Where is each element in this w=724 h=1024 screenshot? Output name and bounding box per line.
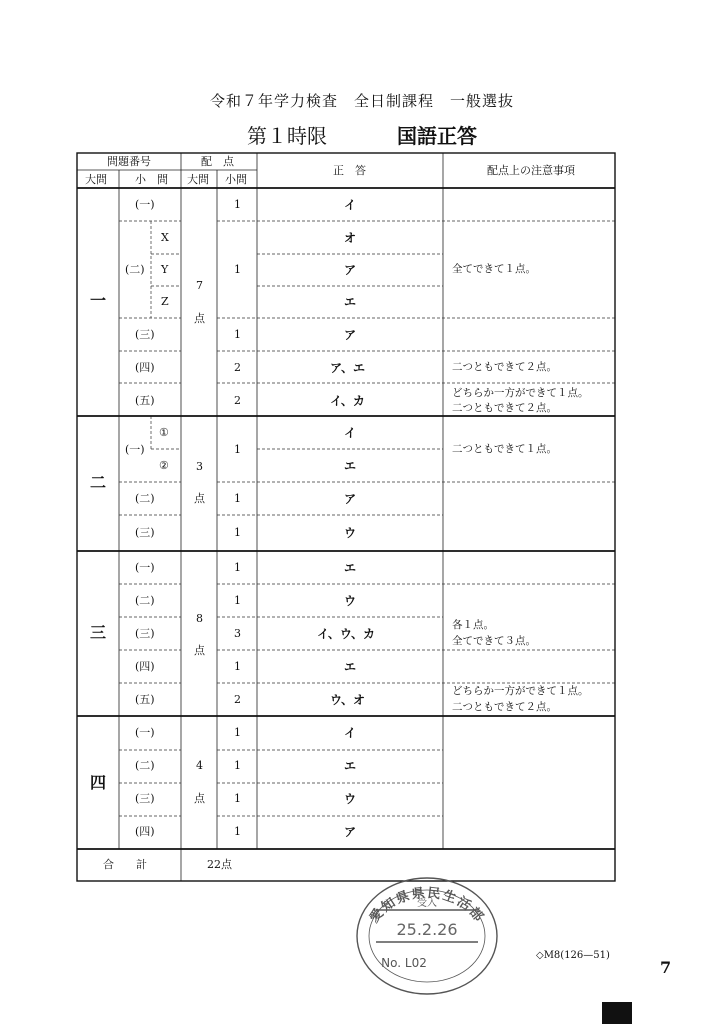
header-mondai: 問題番号 <box>107 155 151 168</box>
section-points: 4 <box>196 759 203 772</box>
section-points: 3 <box>196 460 203 473</box>
section-label: 三 <box>90 623 107 642</box>
answer: ウ、オ <box>330 693 366 707</box>
answer: イ、カ <box>330 394 365 408</box>
page-number: 7 <box>660 958 672 977</box>
answer: ア、エ <box>330 361 366 375</box>
question-points: 2 <box>234 693 241 706</box>
sub-question: Z <box>161 295 169 308</box>
total-value: 22点 <box>207 858 232 871</box>
answer: エ <box>344 660 357 674</box>
question-points: 2 <box>234 361 241 374</box>
question-number: (五) <box>135 693 155 706</box>
question-points: 1 <box>234 594 241 607</box>
header-seito: 正 答 <box>333 164 366 177</box>
question-points: 1 <box>234 443 241 456</box>
answer: ウ <box>344 526 357 540</box>
question-points: 1 <box>234 526 241 539</box>
answer: エ <box>344 759 357 773</box>
sub-question: ② <box>159 459 169 472</box>
answer: イ、ウ、カ <box>317 627 375 641</box>
registration-mark <box>602 1002 632 1024</box>
answer: ウ <box>344 594 357 608</box>
question-points: 1 <box>234 263 241 276</box>
stamp-org: 愛知県県民生活部 <box>366 885 488 927</box>
note: どちらか一方ができて１点。 <box>452 685 589 697</box>
question-points: 1 <box>234 825 241 838</box>
question-number: (二) <box>125 263 145 276</box>
sub-question: ① <box>159 426 169 439</box>
question-points: 1 <box>234 726 241 739</box>
section-point-unit: 点 <box>194 644 205 657</box>
answer-table <box>77 153 615 881</box>
answer: ア <box>344 263 357 277</box>
note: 全てできて１点。 <box>452 263 536 275</box>
question-number: (一) <box>135 198 155 211</box>
question-number: (一) <box>135 726 155 739</box>
note: 全てできて３点。 <box>452 635 536 647</box>
period-label: 第１時限 <box>247 124 327 148</box>
note: 二つともできて２点。 <box>452 402 557 414</box>
subject-title <box>0 120 724 149</box>
received-stamp <box>352 874 502 984</box>
question-number: (四) <box>135 660 155 673</box>
question-number: (一) <box>135 561 155 574</box>
total-label: 合 計 <box>103 858 147 871</box>
question-points: 1 <box>234 792 241 805</box>
exam-title: 令和７年学力検査 全日制課程 一般選抜 <box>209 92 514 110</box>
question-points: 3 <box>234 627 241 640</box>
stamp-date: 25.2.26 <box>396 920 458 939</box>
answer: エ <box>344 295 357 309</box>
question-number: (二) <box>135 594 155 607</box>
header-shomon2: 小問 <box>225 173 247 186</box>
header-shomon: 小 問 <box>135 173 168 186</box>
question-number: (三) <box>135 526 155 539</box>
header-haiten: 配 点 <box>201 155 234 168</box>
answer: イ <box>344 726 357 740</box>
subject-label: 国語正答 <box>397 124 477 148</box>
note: 二つともできて２点。 <box>452 701 557 713</box>
sub-question: Y <box>161 263 169 276</box>
stamp-received: 受入 <box>417 898 437 909</box>
note: 二つともできて２点。 <box>452 361 557 373</box>
answer: ア <box>344 492 357 506</box>
header-daimon: 大問 <box>85 173 107 186</box>
section-points: 7 <box>196 279 203 292</box>
answer: エ <box>344 459 357 473</box>
question-number: (二) <box>135 759 155 772</box>
section-label: 二 <box>90 473 107 492</box>
section-label: 一 <box>90 291 107 310</box>
question-number: (三) <box>135 627 155 640</box>
section-points: 8 <box>196 612 203 625</box>
answer: オ <box>344 231 357 245</box>
question-number: (一) <box>125 443 145 456</box>
stamp-no: No. L02 <box>381 956 427 970</box>
document-code: ◇M8(126—51) <box>536 950 610 961</box>
header-notes: 配点上の注意事項 <box>487 164 575 177</box>
question-points: 1 <box>234 660 241 673</box>
header-daimon2: 大問 <box>187 173 209 186</box>
question-points: 1 <box>234 759 241 772</box>
answer: イ <box>344 426 357 440</box>
answer: ア <box>344 825 357 839</box>
question-number: (二) <box>135 492 155 505</box>
question-number: (三) <box>135 328 155 341</box>
note: どちらか一方ができて１点。 <box>452 387 589 399</box>
answer: ウ <box>344 792 357 806</box>
question-points: 2 <box>234 394 241 407</box>
question-number: (四) <box>135 361 155 374</box>
sub-question: X <box>161 231 169 244</box>
answer: イ <box>344 198 357 212</box>
question-number: (三) <box>135 792 155 805</box>
question-points: 1 <box>234 561 241 574</box>
note: 各１点。 <box>452 619 494 631</box>
answer: ア <box>344 328 357 342</box>
section-point-unit: 点 <box>194 312 205 325</box>
section-label: 四 <box>90 773 107 792</box>
question-points: 1 <box>234 328 241 341</box>
question-points: 1 <box>234 198 241 211</box>
question-number: (四) <box>135 825 155 838</box>
section-point-unit: 点 <box>194 492 205 505</box>
question-points: 1 <box>234 492 241 505</box>
answer: エ <box>344 561 357 575</box>
note: 二つともできて１点。 <box>452 443 557 455</box>
question-number: (五) <box>135 394 155 407</box>
section-point-unit: 点 <box>194 792 205 805</box>
